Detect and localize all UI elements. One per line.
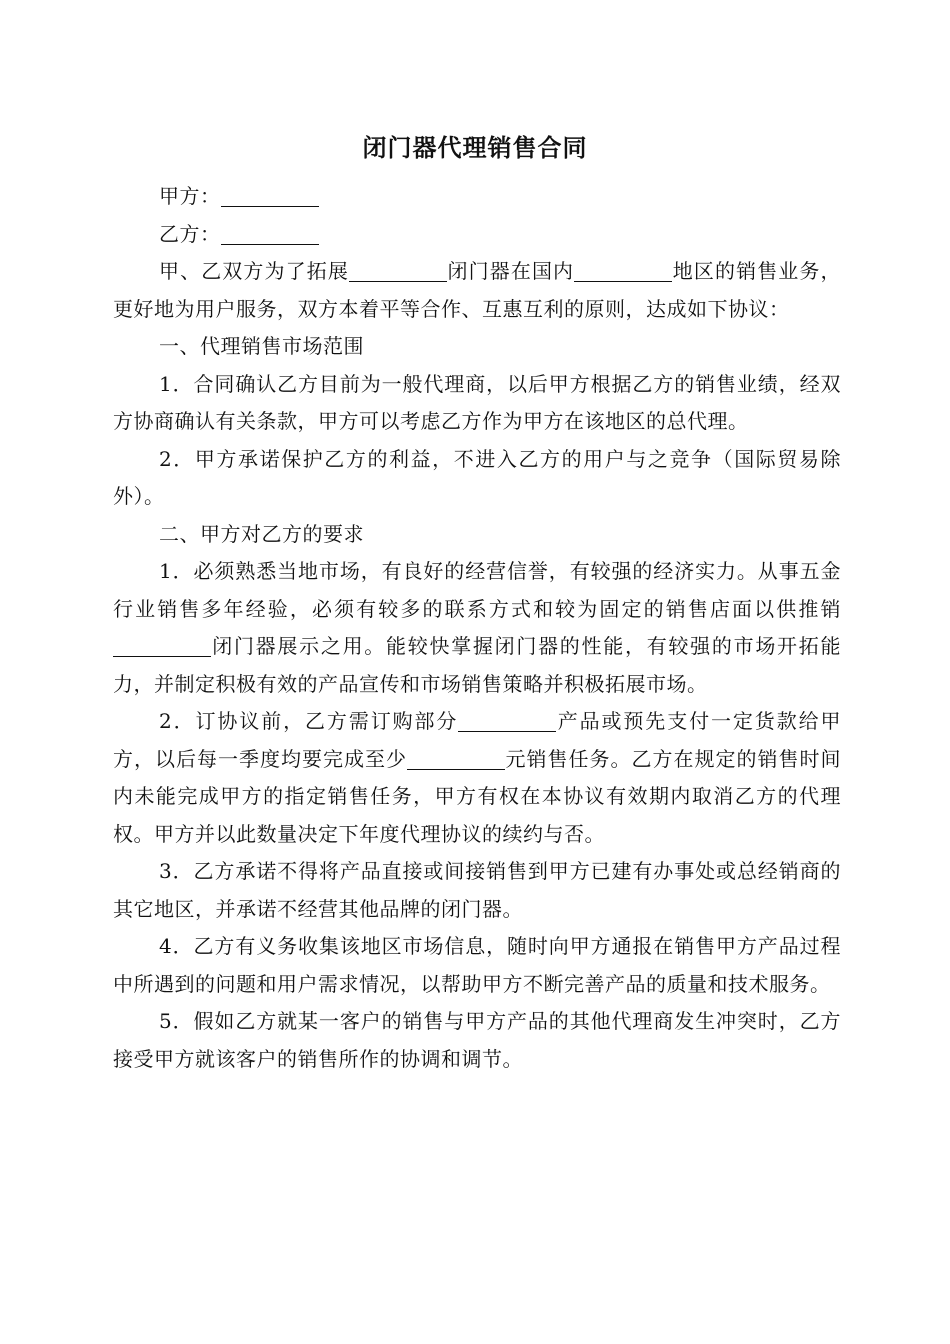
party-a-label: 甲方：	[159, 184, 221, 208]
brand-blank	[349, 280, 447, 282]
section-2-heading: 二、甲方对乙方的要求	[159, 521, 364, 546]
section-1-heading: 一、代理销售市场范围	[159, 334, 364, 358]
product-blank	[458, 730, 556, 732]
intro-text-b: 闭门器在国内	[446, 259, 575, 283]
intro-text-a: 甲、乙双方为了拓展	[159, 259, 349, 283]
party-b-blank	[221, 243, 319, 245]
section-2-clause-3: 3．乙方承诺不得将产品直接或间接销售到甲方已建有办事处或总经销商的其它地区，并承诺不经营其他品牌的闭门器。	[113, 859, 841, 921]
section-2-clause-5: 5．假如乙方就某一客户的销售与甲方产品的其他代理商发生冲突时，乙方接受甲方就该客户的销售所作的协调和调节。	[113, 1009, 841, 1071]
s2-p1-text-a: 1．必须熟悉当地市场，有良好的经营信誉，有较强的经济实力。从事五金行业销售多年经验，必须有较多的联系方式和较为固定的销售店面以供推销	[113, 559, 841, 621]
s2-p2-text-b: 产品或预先支付一定货款给甲方，以后每一季度均要完成至少	[113, 709, 841, 771]
contract-body	[113, 178, 841, 1078]
brand-blank-2	[113, 655, 211, 657]
section-2-clause-1	[113, 553, 841, 703]
region-blank	[574, 280, 672, 282]
section-1-clause-1: 1．合同确认乙方目前为一般代理商，以后甲方根据乙方的销售业绩，经双方协商确认有关条款，甲方可以考虑乙方作为甲方在该地区的总代理。	[113, 371, 841, 433]
s2-p2-text-c: 元销售任务。乙方在规定的销售时间内未能完成甲方的指定销售任务，甲方有权在本协议有效期内取消乙方的代理权。甲方并以此数量决定下年度代理协议的续约与否。	[113, 746, 841, 846]
amount-blank	[407, 768, 505, 770]
intro-text-c: 地区的销售业务，更好地为用户服务，双方本着平等合作、互惠互利的原则，达成如下协议：	[113, 259, 842, 321]
s2-p1-text-b: 闭门器展示之用。能较快掌握闭门器的性能，有较强的市场开拓能力，并制定积极有效的产品宣传和市场销售策略并积极拓展市场。	[113, 634, 841, 696]
section-2-clause-4: 4．乙方有义务收集该地区市场信息，随时向甲方通报在销售甲方产品过程中所遇到的问题和用户需求情况，以帮助甲方不断完善产品的质量和技术服务。	[113, 934, 841, 996]
party-b-label: 乙方：	[159, 221, 221, 246]
intro-paragraph	[113, 253, 841, 328]
party-b-line	[113, 216, 841, 254]
section-1-clause-2: 2．甲方承诺保护乙方的利益，不进入乙方的用户与之竞争（国际贸易除外）。	[113, 446, 841, 508]
s2-p2-text-a: 2．订协议前，乙方需订购部分	[159, 709, 459, 733]
document-title: 闭门器代理销售合同	[362, 133, 588, 162]
party-a-blank	[221, 205, 319, 207]
section-2-clause-2	[113, 703, 841, 853]
party-a-line	[113, 178, 841, 216]
